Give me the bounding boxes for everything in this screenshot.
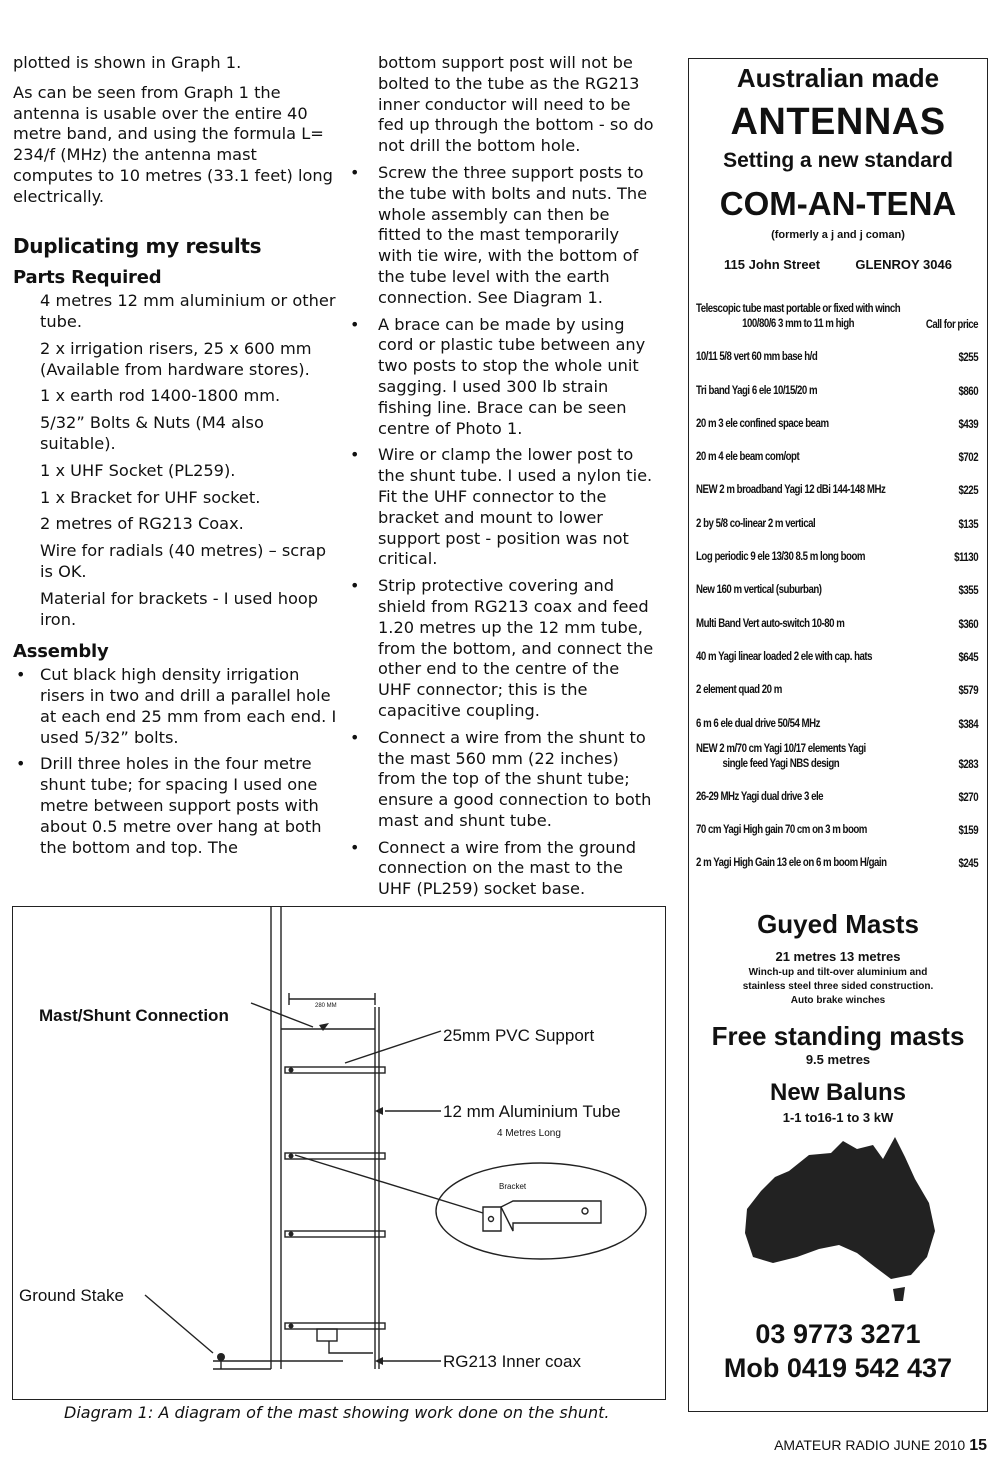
- paragraph: As can be seen from Graph 1 the antenna is usable over the entire 40 metre band, and using the formula L= 234/f (MHz) the antenna mast computes to 10 metres (33.1 feet) long electrically.: [13, 82, 333, 206]
- balun-title: New Baluns: [769, 1079, 907, 1106]
- label-pvc-support: 25mm PVC Support: [443, 1026, 595, 1045]
- parts-heading: Parts Required: [13, 267, 162, 289]
- price-row: [696, 697, 978, 730]
- price-row: [696, 804, 978, 837]
- pvc-support: [285, 1067, 385, 1073]
- product-price: $159: [958, 823, 979, 838]
- price-row: [696, 531, 978, 564]
- product-price: $360: [958, 616, 979, 631]
- product-desc: 20 m 4 ele beam com/opt: [696, 449, 800, 464]
- product-price: $439: [958, 416, 979, 431]
- parts-list: [13, 291, 338, 630]
- price-row: [696, 771, 978, 804]
- product-desc: 6 m 6 ele dual drive 50/54 MHz: [696, 715, 820, 730]
- list-item: Wire for radials (40 metres) – scrap is OK.: [40, 541, 327, 581]
- price-row: [696, 597, 978, 630]
- list-item: • Connect a wire from the shunt to the mast 560 mm (22 inches) from the top of the shunt tube; ensure a good connection to both mast and shunt tube.: [345, 728, 655, 832]
- assembly-heading: Assembly: [13, 641, 109, 663]
- product-price: Call for price: [925, 317, 979, 331]
- product-desc: New 160 m vertical (suburban): [696, 582, 822, 597]
- product-price: $225: [958, 483, 979, 498]
- guyed-desc: Auto brake winches: [790, 995, 886, 1006]
- list-item: • A brace can be made by using cord or plastic tube between any two posts to stop the whole unit sagging. I used 300 lb strain fishing line. Brace can be seen centre of Photo 1.: [345, 315, 655, 440]
- product-price: $135: [958, 516, 979, 531]
- list-item: Material for brackets - I used hoop iron.: [40, 588, 319, 629]
- article-column-1: [13, 53, 338, 864]
- assembly-list: [13, 665, 338, 858]
- page-number: 15: [969, 1437, 987, 1454]
- list-item: • Cut black high density irrigation risers in two and drill a parallel hole at each end 25 mm from each end. I used 5/32” bolts.: [13, 665, 338, 748]
- product-price: $255: [958, 350, 979, 365]
- bracket-detail: [436, 1163, 646, 1259]
- price-row: [696, 398, 978, 431]
- balun-sub: 1-1 to16-1 to 3 kW: [782, 1110, 894, 1125]
- australia-map-icon: [739, 1133, 939, 1313]
- list-item: • Strip protective covering and shield from RG213 coax and feed 1.20 metres up the 12 mm tube, from the bottom, and connect the other end to the centre of the UHF connector; this is the capacitive coupling.: [345, 576, 655, 722]
- guyed-title: Guyed Masts: [757, 909, 919, 939]
- list-item: 4 metres 12 mm aluminium or other tube.: [40, 291, 336, 331]
- list-item: 1 x UHF Socket (PL259).: [40, 460, 236, 480]
- ad-formerly: (formerly a j and j coman): [771, 229, 905, 241]
- product-desc: Telescopic tube mast portable or fixed with winch 100/80/6 3 mm to 11 m high: [696, 301, 901, 330]
- assembly-list-continued: [345, 163, 655, 900]
- paragraph: plotted is shown in Graph 1.: [13, 53, 242, 72]
- list-item: 1 x Bracket for UHF socket.: [40, 487, 261, 507]
- price-row: [696, 431, 978, 464]
- ad-street: 115 John Street: [724, 257, 821, 272]
- price-row: [696, 631, 978, 664]
- label-tube-length: 4 Metres Long: [497, 1128, 561, 1139]
- product-desc: 20 m 3 ele confined space beam: [696, 415, 829, 430]
- product-price: $702: [958, 450, 979, 465]
- product-price: $1130: [954, 550, 979, 565]
- label-ground-stake: Ground Stake: [19, 1286, 124, 1305]
- paragraph: bottom support post will not be bolted to the tube as the RG213 inner conductor will need to be fed up through the bottom - so do not drill the bottom hole.: [378, 53, 654, 156]
- list-item: 5/32” Bolts & Nuts (M4 also suitable).: [40, 413, 264, 453]
- product-desc: 26-29 MHz Yagi dual drive 3 ele: [696, 788, 824, 803]
- product-desc: NEW 2 m broadband Yagi 12 dBi 144-148 MHz: [696, 482, 886, 497]
- price-row: [696, 837, 978, 870]
- list-item: • Connect a wire from the ground connection on the mast to the UHF (PL259) socket base.: [345, 838, 655, 900]
- section-heading: Duplicating my results: [13, 233, 262, 258]
- free-sub: 9.5 metres: [805, 1052, 871, 1067]
- diagram-caption: Diagram 1: A diagram of the mast showing work done on the shunt.: [64, 1403, 610, 1422]
- label-dimension: 280 MM: [315, 1003, 337, 1009]
- product-price: $860: [958, 383, 979, 398]
- product-desc: 70 cm Yagi High gain 70 cm on 3 m boom: [696, 822, 867, 837]
- product-price: $270: [958, 789, 979, 804]
- page-footer: [774, 1437, 987, 1455]
- mobile-number: Mob 0419 542 437: [723, 1353, 953, 1383]
- label-coax: RG213 Inner coax: [443, 1352, 581, 1371]
- list-item: • Drill three holes in the four metre shunt tube; for spacing I used one metre between support posts with about 0.5 metre over hang at both the bottom and top. The: [13, 754, 338, 858]
- product-price: $355: [958, 583, 979, 598]
- product-desc: 2 m Yagi High Gain 13 ele on 6 m boom H/gain: [696, 855, 887, 870]
- price-list: [696, 295, 979, 871]
- list-item: 2 x irrigation risers, 25 x 600 mm (Available from hardware stores).: [40, 338, 312, 379]
- label-aluminium-tube: 12 mm Aluminium Tube: [443, 1102, 621, 1121]
- price-row: [696, 564, 978, 597]
- price-row: [696, 497, 978, 530]
- product-desc: 40 m Yagi linear loaded 2 ele with cap. hats: [696, 648, 873, 663]
- ad-address: [689, 257, 987, 272]
- product-price: $245: [958, 856, 979, 871]
- product-price: $645: [958, 649, 979, 664]
- ad-suburb: GLENROY 3046: [855, 257, 952, 272]
- product-price: $384: [958, 716, 979, 731]
- label-mast-shunt: Mast/Shunt Connection: [39, 1006, 229, 1025]
- product-desc: NEW 2 m/70 cm Yagi 10/17 elements Yagi single feed Yagi NBS design: [696, 740, 866, 770]
- product-desc: 10/11 5/8 vert 60 mm base h/d: [696, 349, 818, 364]
- mast-diagram: [12, 906, 666, 1400]
- product-desc: Tri band Yagi 6 ele 10/15/20 m: [696, 382, 818, 397]
- ad-line3: Setting a new standard: [723, 149, 953, 172]
- guyed-sub: 21 metres 13 metres: [775, 949, 901, 964]
- advertisement: [688, 58, 988, 1412]
- label-bracket: Bracket: [499, 1182, 527, 1191]
- free-title: Free standing masts: [711, 1021, 965, 1051]
- price-row: [696, 364, 978, 397]
- list-item: 1 x earth rod 1400-1800 mm.: [40, 386, 281, 406]
- list-item: • Wire or clamp the lower post to the shunt tube. I used a nylon tie. Fit the UHF connector to the bracket and mount to lower support post - position was not critical.: [345, 445, 655, 570]
- product-desc: 2 by 5/8 co-linear 2 m vertical: [696, 515, 816, 530]
- guyed-desc: Winch-up and tilt-over aluminium and: [748, 967, 928, 978]
- price-row: [696, 664, 978, 697]
- phone-number: 03 9773 3271: [755, 1319, 921, 1349]
- list-item: 2 metres of RG213 Coax.: [40, 514, 244, 534]
- list-item: • Screw the three support posts to the tube with bolts and nuts. The whole assembly can then be fitted to the mast temporarily with tie wire, with the bottom of the tube level with the earth connection. See Diagram 1.: [345, 163, 655, 309]
- price-row: [696, 464, 978, 497]
- product-price: $579: [958, 683, 979, 698]
- price-row: [696, 731, 978, 771]
- ad-line1: Australian made: [736, 63, 940, 93]
- article-column-2: [345, 53, 655, 906]
- product-price: $283: [958, 756, 979, 771]
- ad-line2: ANTENNAS: [730, 101, 946, 143]
- price-row: [696, 295, 978, 331]
- product-desc: 2 element quad 20 m: [696, 682, 782, 697]
- mast-diagram-drawing: [13, 907, 665, 1399]
- ad-brand: COM-AN-TENA: [719, 185, 957, 222]
- pvc-support: [285, 1323, 385, 1329]
- journal-name: AMATEUR RADIO JUNE 2010: [774, 1437, 966, 1453]
- product-desc: Multi Band Vert auto-switch 10-80 m: [696, 615, 845, 630]
- product-desc: Log periodic 9 ele 13/30 8.5 m long boom: [696, 549, 866, 564]
- pvc-support: [285, 1231, 385, 1237]
- guyed-desc: stainless steel three sided construction.: [742, 981, 934, 992]
- price-row: [696, 331, 978, 364]
